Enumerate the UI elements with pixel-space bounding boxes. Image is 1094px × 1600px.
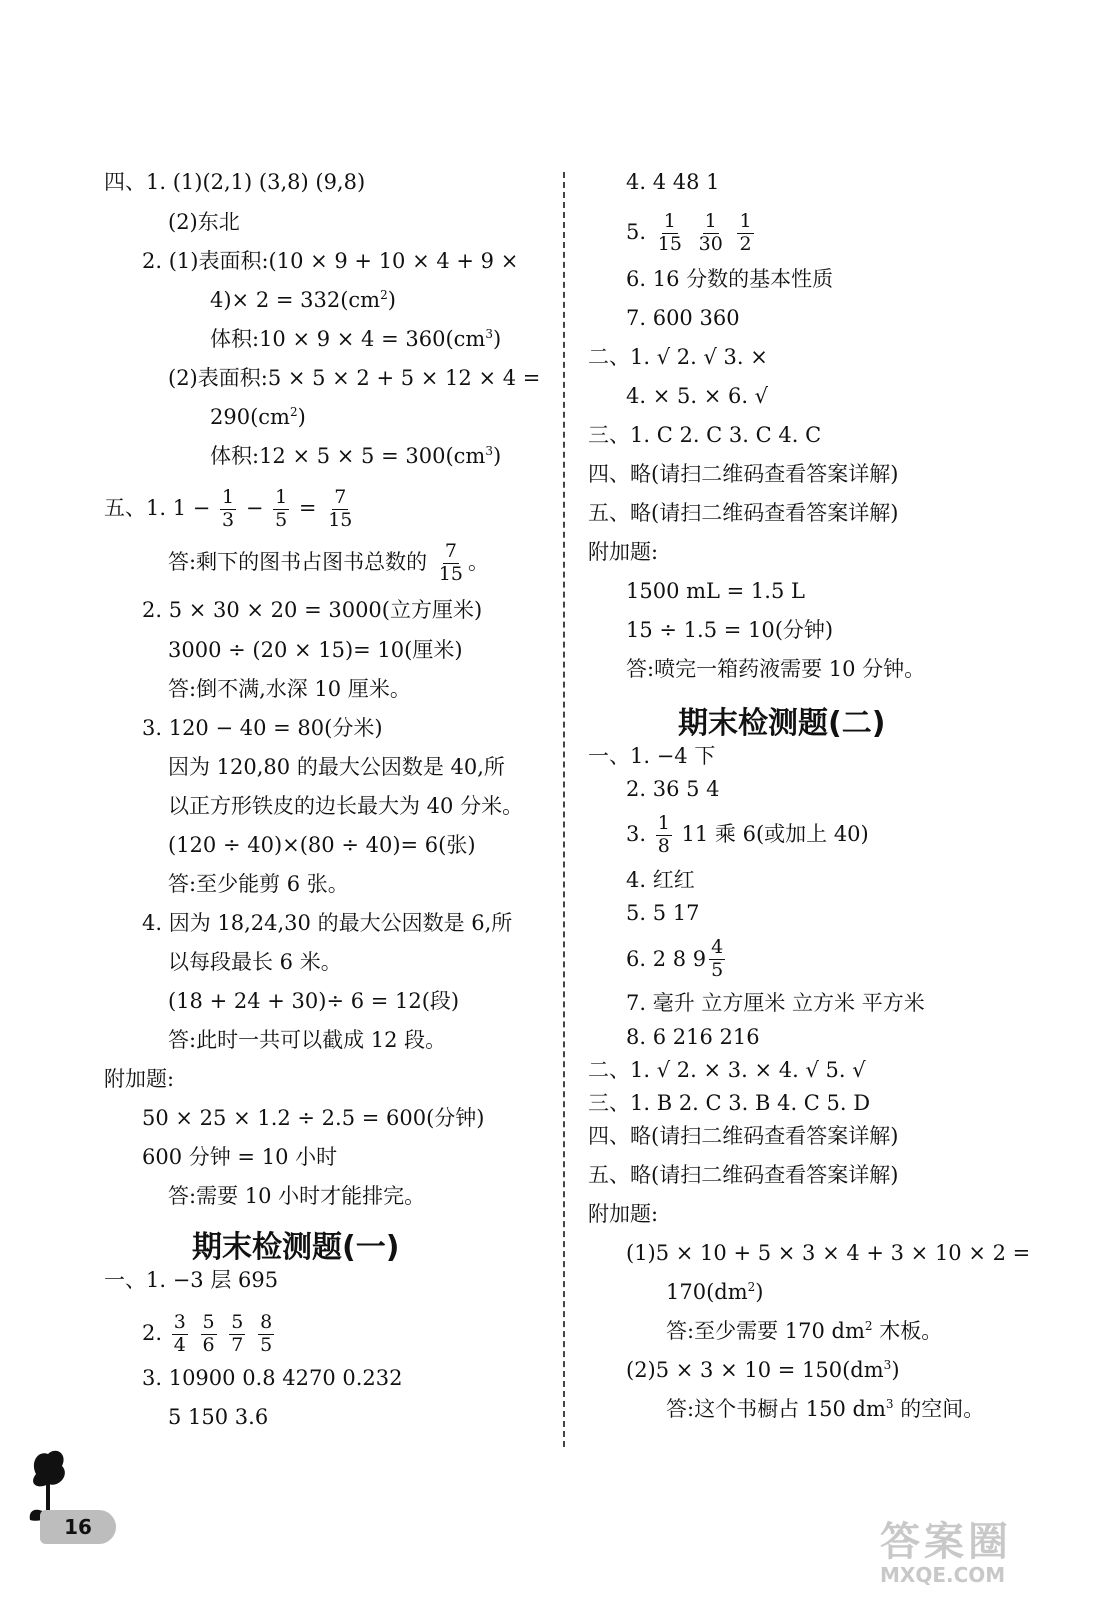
answer-line: 答:这个书橱占 150 $dm^3$ 的空间。	[666, 1397, 985, 1421]
answer-line: 答:倒不满,水深 10 厘米。	[168, 677, 411, 701]
answer-line: $4)\times 2 = 332(cm^2)$	[210, 288, 396, 312]
page-number: 16	[40, 1510, 116, 1544]
fraction: $\frac{4}{5}$	[711, 936, 724, 981]
answer-line: $290(cm^2)$	[210, 405, 306, 429]
answer-line: 3. $\frac{1}{8}$ 11 乘 6(或加上 40)	[626, 812, 869, 857]
answer-line: 三、1. B 2. C 3. B 4. C 5. D	[588, 1091, 871, 1115]
answer-line: 5. 5 17	[626, 901, 700, 925]
answer-line: 2. (1)表面积:(10 × 9 + 10 × 4 + 9 ×	[142, 249, 519, 273]
answer-line: 4. 因为 18,24,30 的最大公因数是 6,所	[142, 911, 513, 935]
answer-line: 答:至少需要 170 $dm^2$ 木板。	[666, 1319, 943, 1343]
answer-line: 四、1. (1)(2,1) (3,8) (9,8)	[104, 170, 366, 194]
answer-line: (2)表面积:5 × 5 × 2 + 5 × 12 × 4 =	[168, 366, 541, 390]
answer-line: 附加题:	[588, 540, 659, 564]
answer-line: 4. × 5. × 6. √	[626, 384, 769, 408]
answer-line: 以正方形铁皮的边长最大为 40 分米。	[168, 794, 524, 818]
answer-line: (1)5 × 10 + 5 × 3 × 4 + 3 × 10 × 2 =	[626, 1241, 1031, 1265]
answer-line: 1500 mL = 1.5 L	[626, 579, 805, 603]
answer-line: 三、1. C 2. C 3. C 4. C	[588, 423, 822, 447]
answer-line: 答:需要 10 小时才能排完。	[168, 1184, 426, 1208]
fraction: $\frac{5}{7}$	[231, 1311, 244, 1356]
fraction: $\frac{7}{15}$	[328, 486, 353, 531]
answer-line: 答:至少能剪 6 张。	[168, 872, 349, 896]
answer-line: 一、1. −4 下	[588, 744, 716, 768]
answer-line: $170(dm^2)$	[666, 1280, 764, 1304]
answer-line: 四、略(请扫二维码查看答案详解)	[588, 462, 899, 486]
answer-line: (18 + 24 + 30)÷ 6 = 12(段)	[168, 989, 460, 1013]
fraction: $\frac{5}{6}$	[202, 1311, 215, 1356]
answer-line: 600 分钟 = 10 小时	[142, 1145, 338, 1169]
fraction: $\frac{3}{4}$	[173, 1311, 186, 1356]
section-heading: 期末检测题(一)	[192, 1230, 400, 1265]
answer-line: 体积:10 × $9 \times 4 = 360(cm^3)$	[210, 327, 502, 351]
answer-line: 答:喷完一箱药液需要 10 分钟。	[626, 657, 926, 681]
answer-line: 7. 600 360	[626, 306, 740, 330]
answer-line: 答:此时一共可以截成 12 段。	[168, 1028, 447, 1052]
answer-line: (2)东北	[168, 210, 240, 234]
answer-line: 15 ÷ 1.5 = 10(分钟)	[626, 618, 834, 642]
answer-line: 5. $\frac{1}{15}$ $\frac{1}{30}$ $\frac{1}{2}$	[626, 210, 752, 255]
answer-line: 2. 5 × 30 × 20 = 3000(立方厘米)	[142, 598, 483, 622]
fraction: $\frac{1}{2}$	[739, 210, 752, 255]
answer-line: 7. 毫升 立方厘米 立方米 平方米	[626, 991, 925, 1015]
answer-line: 五、略(请扫二维码查看答案详解)	[588, 1163, 899, 1187]
fraction: $\frac{1}{5}$	[275, 486, 288, 531]
fraction: $\frac{1}{15}$	[657, 210, 682, 255]
answer-line: 6. 2 8 9 $\frac{4}{5}$	[626, 936, 724, 981]
answer-line: 五、略(请扫二维码查看答案详解)	[588, 501, 899, 525]
answer-line: 2. 36 5 4	[626, 777, 720, 801]
answer-line: 体积:12 × $5 \times 5 = 300(cm^3)$	[210, 444, 502, 468]
fraction: $\frac{8}{5}$	[260, 1311, 273, 1356]
answer-line: 3000 ÷ (20 × 15)= 10(厘米)	[168, 638, 463, 662]
answer-line: 因为 120,80 的最大公因数是 40,所	[168, 755, 505, 779]
answer-line: 5 150 3.6	[168, 1405, 269, 1429]
answer-line: 答:剩下的图书占图书总数的 $\frac{7}{15}$ 。	[168, 540, 489, 585]
answer-line: 四、略(请扫二维码查看答案详解)	[588, 1124, 899, 1148]
answer-line: 4. 红红	[626, 868, 695, 892]
answer-line: 一、1. −3 层 695	[104, 1268, 279, 1292]
answer-line: 二、1. √ 2. × 3. × 4. √ 5. √	[588, 1058, 866, 1082]
answer-line: 附加题:	[104, 1067, 175, 1091]
answer-line: 3. 120 − 40 = 80(分米)	[142, 716, 383, 740]
answer-line: 以每段最长 6 米。	[168, 950, 342, 974]
fraction: $\frac{1}{8}$	[657, 812, 670, 857]
answer-line: 50 × 25 × 1.2 ÷ 2.5 = 600(分钟)	[142, 1106, 485, 1130]
answer-line: $(2)5 \times 3 \times 10 = 150(dm^3)$	[626, 1358, 900, 1382]
answer-line: 附加题:	[588, 1202, 659, 1226]
answer-line: (120 ÷ 40)×(80 ÷ 40)= 6(张)	[168, 833, 476, 857]
fraction: $\frac{7}{15}$	[438, 540, 463, 585]
watermark-logo: 答案圈 MXQE.COM	[880, 1519, 1012, 1587]
answer-line: 2. $\frac{3}{4}$ $\frac{5}{6}$ $\frac{5}{7}$ $\frac{8}{5}$	[142, 1311, 273, 1356]
answer-line: 6. 16 分数的基本性质	[626, 267, 834, 291]
answer-line: 二、1. √ 2. √ 3. ×	[588, 345, 768, 369]
answer-line: 4. 4 48 1	[626, 170, 720, 194]
section-heading: 期末检测题(二)	[678, 706, 886, 741]
answer-line: 五、1. 1 − $\frac{1}{3}$ − $\frac{1}{5}$ = $\frac{7}{15}$	[104, 486, 353, 531]
column-divider	[563, 172, 565, 1447]
fraction: $\frac{1}{30}$	[698, 210, 723, 255]
fraction: $\frac{1}{3}$	[222, 486, 235, 531]
answer-line: 8. 6 216 216	[626, 1025, 760, 1049]
answer-line: 3. 10900 0.8 4270 0.232	[142, 1366, 403, 1390]
